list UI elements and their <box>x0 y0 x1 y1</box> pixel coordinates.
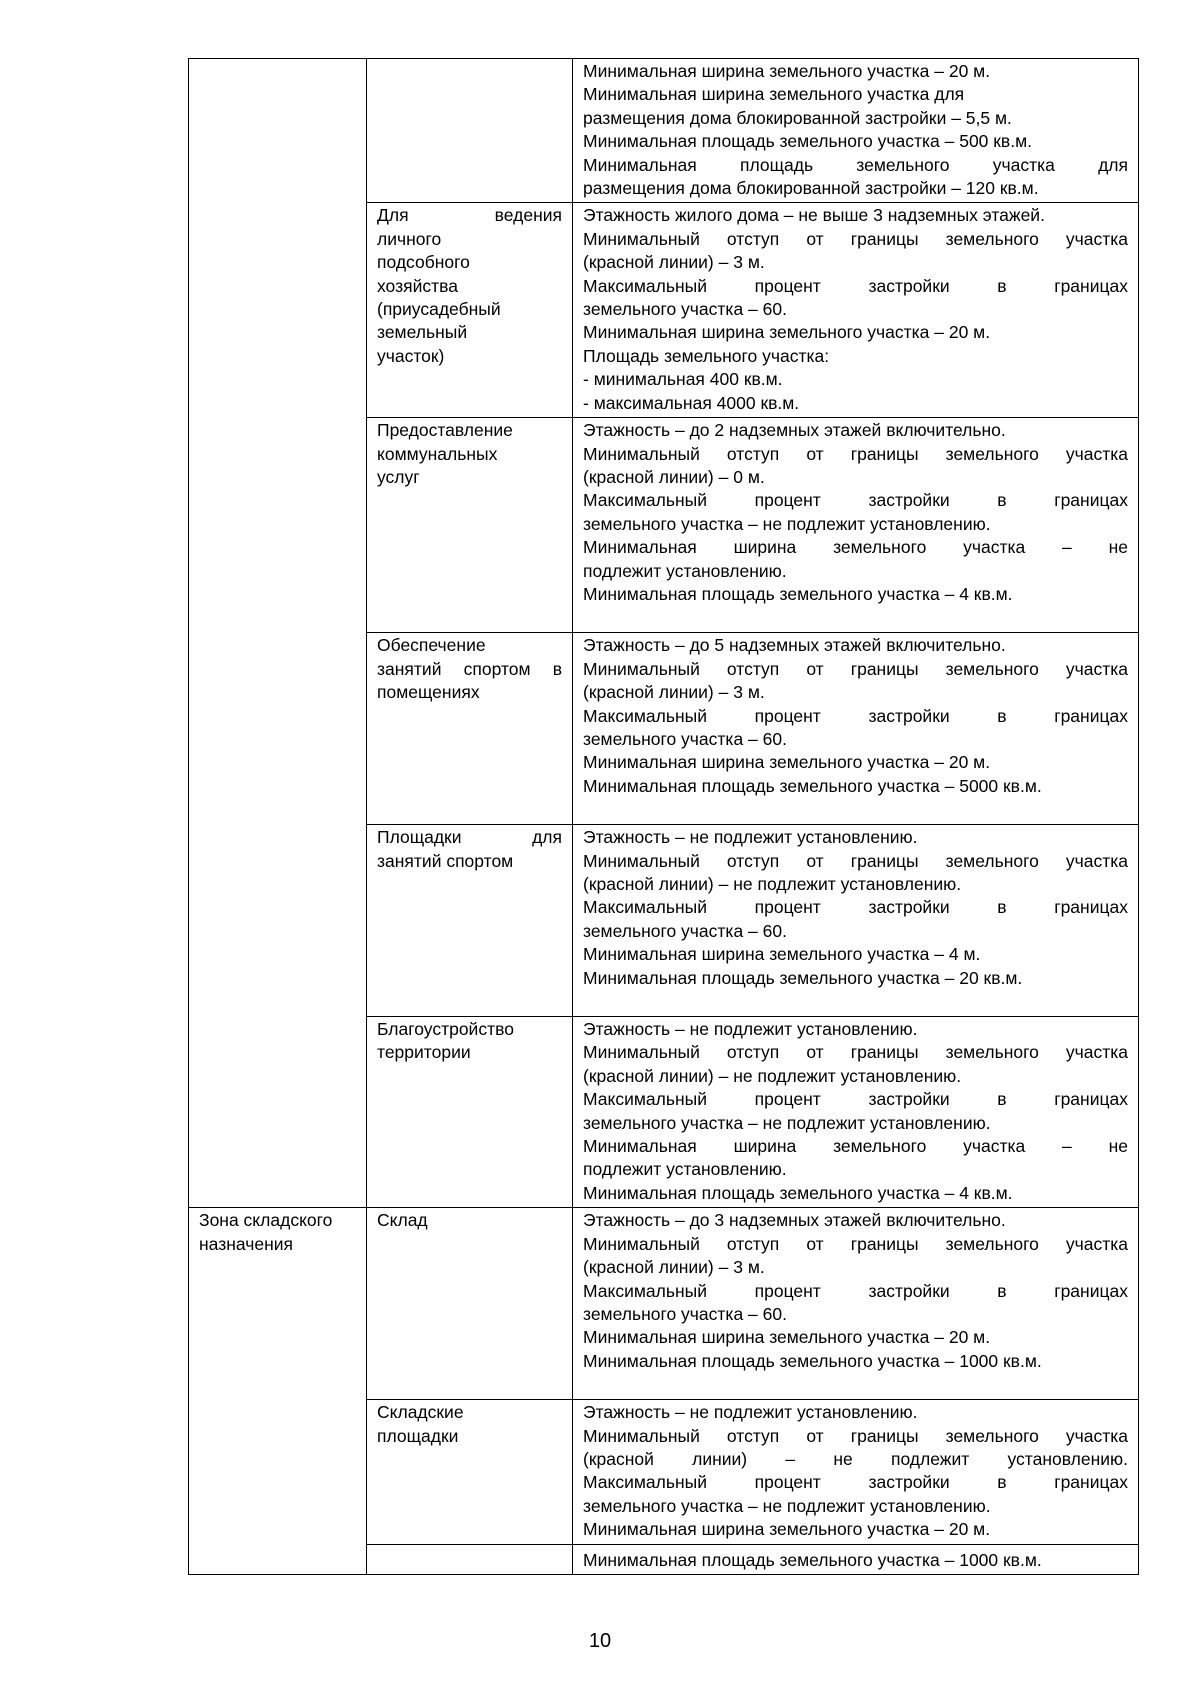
param-line: Этажность – до 5 надземных этажей включительно. <box>583 635 1006 656</box>
param-line: земельного участка – не подлежит установлению. <box>583 513 991 534</box>
param-line: Минимальная площадь земельного участка – 5000 кв.м. <box>583 775 1042 796</box>
use-cell <box>367 59 573 203</box>
param-line: Минимальная площадь земельного участка – 1000 кв.м. <box>583 1350 1042 1371</box>
use-cell <box>367 1544 573 1574</box>
param-line: Максимальный процент застройки в границах <box>583 275 1128 296</box>
param-line: Этажность – до 3 надземных этажей включительно. <box>583 1210 1006 1231</box>
use-line: участок) <box>377 345 445 366</box>
param-line: Минимальная площадь земельного участка – 1000 кв.м. <box>583 1549 1042 1570</box>
params-cell <box>573 59 1139 203</box>
param-line: (красной линии) – 3 м. <box>583 1257 765 1278</box>
param-line: земельного участка – 60. <box>583 299 787 320</box>
params-cell <box>573 633 1139 825</box>
param-line: Этажность – не подлежит установлению. <box>583 827 918 848</box>
param-line: подлежит установлению. <box>583 560 787 581</box>
use-cell <box>367 203 573 418</box>
param-line: Максимальный процент застройки в границах <box>583 897 1128 918</box>
param-line: Этажность – до 2 надземных этажей включительно. <box>583 420 1006 441</box>
zone-line: назначения <box>199 1233 294 1254</box>
table-body <box>189 59 1139 1575</box>
param-line: Минимальная площадь земельного участка для <box>583 154 1128 175</box>
use-cell <box>367 418 573 633</box>
use-line: услуг <box>377 466 420 487</box>
param-line: Максимальный процент застройки в границах <box>583 1280 1128 1301</box>
param-line: подлежит установлению. <box>583 1159 787 1180</box>
param-line: Минимальная ширина земельного участка – 20 м. <box>583 1327 991 1348</box>
use-line: Для ведения <box>377 205 562 226</box>
use-line: Обеспечение <box>377 635 486 656</box>
params-cell <box>573 1400 1139 1544</box>
param-line: Минимальный отступ от границы земельного участка <box>583 443 1128 464</box>
param-line: Максимальный процент застройки в границах <box>583 490 1128 511</box>
param-line: Площадь земельного участка: <box>583 345 830 366</box>
params-cell <box>573 1017 1139 1208</box>
param-line: - минимальная 400 кв.м. <box>583 369 783 390</box>
param-line: Минимальный отступ от границы земельного участка <box>583 1425 1128 1446</box>
param-line: (красной линии) – 0 м. <box>583 466 765 487</box>
regulations-table <box>188 58 1139 1575</box>
use-line: Предоставление <box>377 420 513 441</box>
param-line: Минимальный отступ от границы земельного участка <box>583 1042 1128 1063</box>
param-line: Минимальный отступ от границы земельного участка <box>583 850 1128 871</box>
use-line: личного <box>377 228 442 249</box>
use-line: подсобного <box>377 252 470 273</box>
param-line: размещения дома блокированной застройки – 5,5 м. <box>583 107 1012 128</box>
param-line: Минимальная площадь земельного участка – 4 кв.м. <box>583 1182 1013 1203</box>
use-cell <box>367 1017 573 1208</box>
param-line: Максимальный процент застройки в границах <box>583 1472 1128 1493</box>
use-line: (приусадебный <box>377 299 501 320</box>
table-row <box>189 59 1139 203</box>
param-line: земельного участка – 60. <box>583 920 787 941</box>
param-line: Минимальный отступ от границы земельного участка <box>583 658 1128 679</box>
use-line: земельный <box>377 322 468 343</box>
params-cell <box>573 203 1139 418</box>
use-line: помещениях <box>377 682 480 703</box>
param-line: (красной линии) – не подлежит установлению. <box>583 874 962 894</box>
param-line: Максимальный процент застройки в границах <box>583 1089 1128 1110</box>
param-line: Минимальная ширина земельного участка – не <box>583 1136 1128 1157</box>
use-line: Складские <box>377 1402 464 1423</box>
param-line: Минимальный отступ от границы земельного участка <box>583 1233 1128 1254</box>
page-number: 10 <box>588 1630 612 1652</box>
param-line: Этажность – не подлежит установлению. <box>583 1402 918 1423</box>
param-line: (красной линии) – 3 м. <box>583 682 765 703</box>
param-line: Минимальная ширина земельного участка – 4 м. <box>583 944 981 965</box>
zone-cell <box>189 1208 367 1575</box>
use-line: Склад <box>377 1210 428 1231</box>
use-line: занятий спортом в <box>377 658 562 679</box>
use-cell <box>367 825 573 1017</box>
use-line: хозяйства <box>377 275 458 296</box>
use-line: площадки <box>377 1425 459 1446</box>
zone-cell <box>189 59 367 1208</box>
params-cell <box>573 1208 1139 1400</box>
param-line: Минимальная ширина земельного участка для <box>583 84 965 105</box>
param-line: (красной линии) – 3 м. <box>583 252 765 273</box>
use-line: занятий спортом <box>377 850 514 871</box>
use-cell <box>367 1208 573 1400</box>
use-line: коммунальных <box>377 443 498 464</box>
param-line: Минимальная ширина земельного участка – 20 м. <box>583 322 991 343</box>
use-line: Площадки для <box>377 827 562 848</box>
param-line: Максимальный процент застройки в границах <box>583 705 1128 726</box>
param-line: Минимальная ширина земельного участка – 20 м. <box>583 1519 991 1540</box>
param-line: земельного участка – не подлежит установлению. <box>583 1112 991 1133</box>
use-cell <box>367 633 573 825</box>
use-cell <box>367 1400 573 1544</box>
param-line: земельного участка – 60. <box>583 1303 787 1324</box>
param-line: - максимальная 4000 кв.м. <box>583 392 800 413</box>
param-line: (красной линии) – не подлежит установлению. <box>583 1065 962 1086</box>
param-line: размещения дома блокированной застройки – 120 кв.м. <box>583 178 1039 199</box>
use-line: Благоустройство <box>377 1019 514 1040</box>
param-line: Минимальный отступ от границы земельного участка <box>583 228 1128 249</box>
param-line: (красной линии) – не подлежит установлению. <box>583 1448 1128 1469</box>
params-cell <box>573 1544 1139 1574</box>
param-line: Минимальная ширина земельного участка – 20 м. <box>583 752 991 773</box>
param-line: Минимальная площадь земельного участка – 4 кв.м. <box>583 583 1013 604</box>
zone-line: Зона складского <box>199 1210 333 1231</box>
param-line: земельного участка – 60. <box>583 728 787 749</box>
param-line: земельного участка – не подлежит установлению. <box>583 1495 991 1516</box>
param-line: Этажность – не подлежит установлению. <box>583 1019 918 1040</box>
param-line: Минимальная ширина земельного участка – не <box>583 537 1128 558</box>
params-cell <box>573 825 1139 1017</box>
param-line: Минимальная ширина земельного участка – 20 м. <box>583 61 991 81</box>
param-line: Этажность жилого дома – не выше 3 надземных этажей. <box>583 205 1045 226</box>
table-row <box>189 1208 1139 1400</box>
use-line: территории <box>377 1042 471 1063</box>
param-line: Минимальная площадь земельного участка – 20 кв.м. <box>583 967 1023 988</box>
param-line: Минимальная площадь земельного участка – 500 кв.м. <box>583 131 1032 152</box>
params-cell <box>573 418 1139 633</box>
